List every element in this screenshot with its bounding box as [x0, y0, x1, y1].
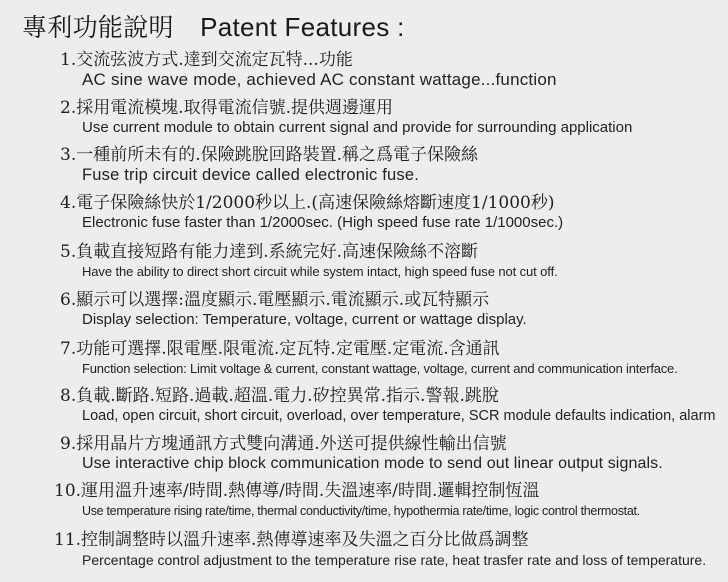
feature-9-english: Use interactive chip block communication mode to send out linear output signals.: [82, 455, 663, 472]
feature-4-chinese: 4.電子保險絲快於1/2000秒以上.(高速保險絲熔斷速度1/1000秒): [60, 193, 555, 213]
feature-item-9: [60, 434, 720, 474]
feature-2-english: Use current module to obtain current signal and provide for surrounding application: [82, 119, 633, 136]
title-chinese: 專利功能說明: [22, 13, 174, 42]
feature-3-english: Fuse trip circuit device called electronic fuse.: [82, 166, 419, 184]
feature-item-2: [60, 98, 720, 138]
feature-item-6: [60, 290, 720, 330]
feature-item-8: [60, 386, 720, 426]
page-title: [22, 8, 405, 44]
feature-item-7: [60, 339, 720, 379]
feature-item-3: [60, 145, 720, 185]
feature-item-11: [54, 530, 714, 570]
feature-9-chinese: 9.採用晶片方塊通訊方式雙向溝通.外送可提供線性輸出信號: [60, 434, 507, 454]
feature-7-chinese: 7.功能可選擇.限電壓.限電流.定瓦特.定電壓.定電流.含通訊: [60, 339, 500, 359]
feature-7-english: Function selection: Limit voltage & current, constant wattage, voltage, current and communication interface.: [82, 361, 678, 376]
feature-1-chinese: 1.交流弦波方式.達到交流定瓦特...功能: [60, 50, 353, 70]
feature-11-chinese: 11.控制調整時以溫升速率.熱傳導速率及失溫之百分比做爲調整: [54, 530, 529, 550]
feature-4-english: Electronic fuse faster than 1/2000sec. (High speed fuse rate 1/1000sec.): [82, 214, 564, 231]
feature-item-1: [60, 50, 720, 90]
title-english: Patent Features :: [200, 12, 405, 42]
feature-8-english: Load, open circuit, short circuit, overload, over temperature, SCR module defaults indication, alarm: [82, 408, 716, 424]
feature-6-chinese: 6.顯示可以選擇:溫度顯示.電壓顯示.電流顯示.或瓦特顯示: [60, 290, 490, 310]
feature-10-chinese: 10.運用溫升速率/時間.熱傳導/時間.失溫速率/時間.邏輯控制恆溫: [54, 481, 540, 501]
feature-11-english: Percentage control adjustment to the temperature rise rate, heat trasfer rate and loss of temperature.: [82, 552, 707, 568]
feature-item-10: [54, 481, 714, 521]
feature-item-4: [60, 193, 720, 233]
feature-10-english: Use temperature rising rate/time, thermal conductivity/time, hypothermia rate/time, logic control thermostat.: [82, 504, 640, 518]
feature-8-chinese: 8.負載.斷路.短路.過載.超溫.電力.矽控異常.指示.警報.跳脫: [60, 386, 499, 406]
feature-1-english: AC sine wave mode, achieved AC constant wattage...function: [82, 70, 557, 89]
feature-6-english: Display selection: Temperature, voltage, current or wattage display.: [82, 311, 527, 328]
feature-2-chinese: 2.採用電流模塊.取得電流信號.提供週邊運用: [60, 98, 394, 118]
feature-5-chinese: 5.負載直接短路有能力達到.系統完好.高速保險絲不溶斷: [60, 242, 479, 262]
feature-item-5: [60, 242, 720, 282]
feature-5-english: Have the ability to direct short circuit while system intact, high speed fuse not cut off.: [82, 264, 558, 279]
feature-3-chinese: 3.一種前所未有的.保險跳脫回路裝置.稱之爲電子保險絲: [60, 145, 479, 165]
